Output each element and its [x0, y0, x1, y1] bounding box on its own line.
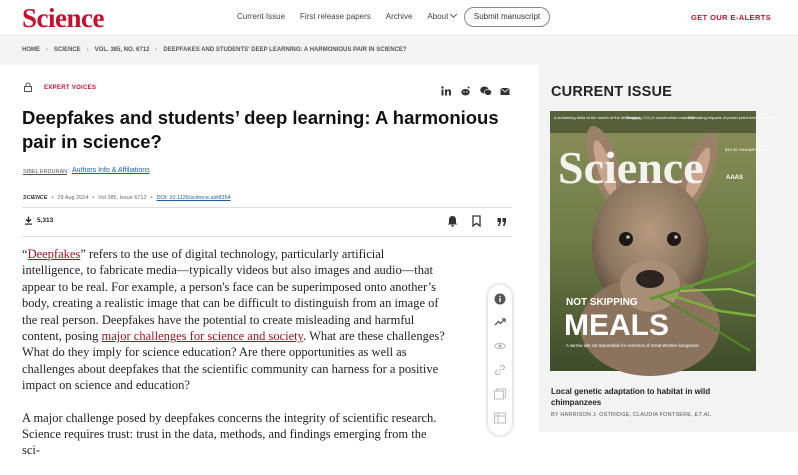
cover-subhead: A narrow diet not responsible for extinction of Great Western kangaroos: [566, 343, 699, 348]
e-alerts-link[interactable]: GET OUR E-ALERTS: [691, 13, 772, 22]
doi-link[interactable]: DOI: 10.1126/science.adr8354: [156, 195, 231, 201]
science-logo[interactable]: Science: [22, 3, 104, 33]
article-body: [22, 246, 446, 475]
current-issue-heading: CURRENT ISSUE: [551, 84, 673, 100]
cover-issue-date: $15 30 JANUARY 2025: [725, 147, 767, 152]
deepfakes-link[interactable]: Deepfakes: [27, 247, 81, 261]
metrics-trend-icon[interactable]: [494, 316, 506, 328]
cover-authors-etal: ET AL.: [694, 412, 713, 418]
nav-about-label: About: [427, 12, 449, 21]
download-count-value: 5,313: [37, 217, 54, 224]
main-nav: [237, 12, 471, 21]
nav-first-release[interactable]: First release papers: [300, 12, 371, 21]
site-header: [0, 0, 798, 36]
breadcrumb: [22, 47, 407, 53]
crumb-article: DEEPFAKES AND STUDENTS' DEEP LEARNING: A HARMONIOUS PAIR IN SCIENCE?: [163, 47, 407, 53]
lock-icon: [24, 83, 32, 92]
nav-current-issue[interactable]: Current Issue: [237, 12, 286, 21]
link-icon[interactable]: [494, 364, 506, 376]
article-toolbar: [488, 285, 512, 435]
eye-icon[interactable]: [494, 340, 506, 352]
divider: [22, 207, 512, 208]
article-meta: SCIENCE • 29 Aug 2024 • Vol 385, Issue 6712 • DOI: 10.1126/science.adr8354: [23, 195, 231, 201]
paragraph: [22, 246, 446, 394]
images-icon[interactable]: [494, 388, 506, 400]
chevron-right-icon: ›: [155, 47, 158, 53]
cover-image[interactable]: [550, 111, 777, 371]
p1-text-a: ” refers to the use of digital technology, particularly artificial intelligence, to fabricate media—typically videos but also images and audio—that appear to be real. For example, a person's face can be superimposed onto another’s body, creating a realistic image that can be difficult to distinguish from an image of the real person. Deepfakes have the potential to create misleading and harmful content, posing: [22, 247, 439, 344]
cover-caption-link[interactable]: Local genetic adaptation to habitat in wild chimpanzees: [551, 387, 711, 407]
publish-date: 29 Aug 2024: [57, 195, 89, 201]
journal-name[interactable]: SCIENCE: [23, 195, 48, 201]
cover-masthead: Science: [558, 142, 704, 193]
reddit-icon[interactable]: [460, 83, 471, 101]
major-challenges-link[interactable]: major challenges for science and society: [101, 329, 304, 344]
cover-teaser-2: Trapping CO₂ in construction materials: [626, 115, 695, 120]
bell-icon[interactable]: [447, 214, 458, 232]
authors-info-link[interactable]: Authors Info & Affiliations: [72, 167, 150, 174]
wechat-icon[interactable]: [480, 83, 492, 101]
cover-headline-1: NOT SKIPPING: [566, 297, 638, 308]
divider: [22, 236, 512, 237]
crumb-home[interactable]: HOME: [22, 47, 40, 53]
cover-headline-2: MEALS: [564, 309, 669, 342]
kangaroo-cover-illustration: [550, 111, 777, 371]
author-link[interactable]: SIBEL ERDURAN: [23, 169, 68, 175]
nav-about[interactable]: [427, 12, 456, 21]
section-label[interactable]: EXPERT VOICES: [44, 85, 97, 91]
email-icon[interactable]: [500, 83, 510, 101]
chevron-right-icon: ›: [46, 47, 48, 53]
nav-archive[interactable]: Archive: [385, 12, 413, 21]
cover-teaser-3: Estimating impacts of power plant emissions rules: [688, 115, 777, 120]
cover-aaas: AAAS: [726, 175, 744, 181]
bookmark-icon[interactable]: [472, 214, 481, 232]
submit-manuscript-button[interactable]: Submit manuscript: [464, 7, 550, 27]
cover-authors-names: BY HARRISON J. OSTRIDGE, CLAUDIA FONTSERE,: [551, 412, 693, 418]
p1-open-quote: “: [22, 247, 28, 261]
download-count: [24, 216, 53, 225]
chevron-down-icon: [450, 11, 457, 18]
p1-text-b: . What are these challenges? What do they imply for science education? Are there opportunities as well as challenges about deepfakes that the scientific community can harness for a positive impact on science and education?: [22, 329, 445, 393]
article-title: Deepfakes and students’ deep learning: A harmonious pair in science?: [22, 107, 499, 152]
paragraph: A major challenge posed by deepfakes concerns the integrity of scientific research. Science requires trust: trust in the data, methods, and findings emerging from the sci-: [22, 410, 437, 458]
chevron-right-icon: ›: [86, 47, 89, 53]
linkedin-icon[interactable]: [441, 83, 451, 101]
cover-teaser-1: A sustaining delta at the mouth of the Mississippi: [554, 115, 641, 120]
crumb-science[interactable]: SCIENCE: [54, 47, 81, 53]
info-icon[interactable]: [494, 293, 506, 305]
crumb-volume[interactable]: VOL. 385, NO. 6712: [94, 47, 150, 53]
cover-authors: [551, 412, 712, 418]
table-icon[interactable]: [494, 412, 506, 424]
cite-quote-icon[interactable]: [497, 214, 507, 232]
download-icon: [24, 216, 33, 225]
issue-info[interactable]: Vol 385, Issue 6712: [98, 195, 147, 201]
